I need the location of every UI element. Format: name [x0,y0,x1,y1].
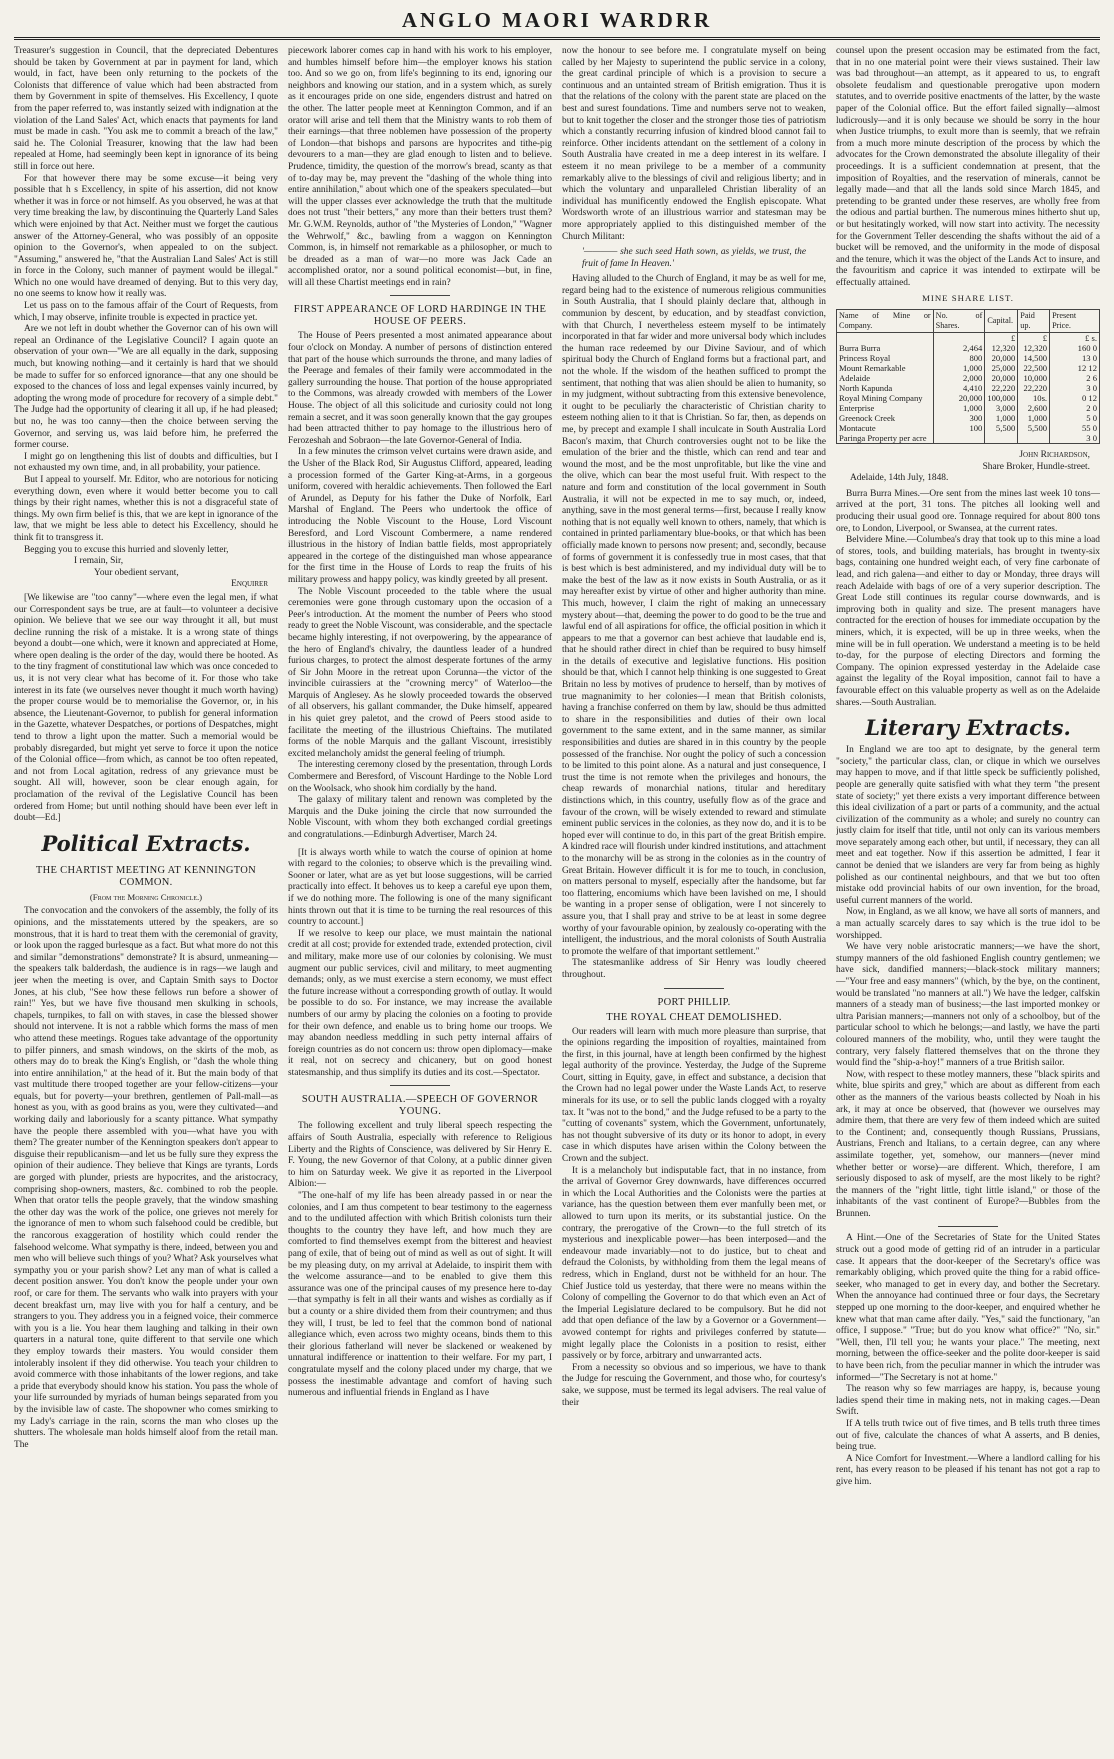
table-cell: 22,220 [1018,383,1050,393]
table-cell: 12,320 [1018,343,1050,353]
table-row [837,403,1100,413]
table-row [837,393,1100,403]
broker-name: John Richardson, [1019,450,1090,461]
paragraph: A Nice Comfort for Investment.—Where a landlord calling for his rent, has every reason to be pleased if his tenant has not got a rap to give him. [836,1453,1100,1487]
paragraph: We have very noble aristocratic manners;—we have the short, stumpy manners of the old fashioned English country gentlemen; we have sick, dandified manners;—black-stock military manners;—"Your free and easy manners" (which, by the bye, on the continent, would be translated "no manners at all.") We have the ledger, calfskin manners of a steady man of business;—the last imported monkey or ultra Parisian manners;—manners not only of a schoolboy, but of the particular school to which he belongs;—and lastly, we have the parti coloured manners of the mobility, who, until they were taught the contrary, very falsely flattered themselves that on the throne they would find the "ship-a-hoy!" manners of a true British sailor. [836,942,1100,1069]
table-cell: 1,000 [933,403,985,413]
article-subheadline: THE ROYAL CHEAT DEMOLISHED. [606,1011,782,1023]
divider [938,1226,998,1227]
article-headline: FIRST APPEARANCE OF LORD HARDINGE IN THE HOUSE OF PEERS. [293,304,547,328]
table-caption: MINE SHARE LIST. [922,293,1014,304]
column-header: Capital. [985,310,1018,333]
table-row [837,433,1100,444]
quotation: '———— she such seed Hath sown, as yields, we trust, the fruit of fame In Heaven.' [582,247,806,269]
paragraph: Now, in England, as we all know, we have all sorts of manners, and a man actually scarcely dares to say which is the true idol to be worshipped. [836,907,1100,941]
table-cell: 2,600 [1018,403,1050,413]
mine-name-cell: Mount Remarkable [837,363,934,373]
table-units-row [837,333,1100,344]
section-title: Literary Extracts. [865,715,1071,741]
paragraph: But I appeal to yourself. Mr. Editor, who are notorious for noticing everything down, even where it would better become you to call things by their right names, whether this is not a disgraceful state of things. My own firm belief is this, that we are kept in ignorance of the law, that we might be less able to detect his Excellency, should he think fit to transgress it. [14,474,278,543]
paragraph: counsel upon the present occasion may be estimated from the fact, that in no one material point were their views sustained. Their law was bad throughout—an attempt, as it appeared to us, to engraft obsolete feudalism and questionable prerogative upon modern statutes, and to override positive enactments of the latter, by the waste paper of the Colonial office. But the effort failed signally—almost ludicrously—and it is only because we should be sorry in the hour when Justice triumphs, to exult more than is seemly, that we refrain from a much more minute description of the process by which the advocates for the Crown demonstrated the absolute illegality of their proceedings. It is a sufficient condemnation at present, that the imposition of Royalties, and the reservation of minerals, cannot be legally made—and that all the lands sold since March 1845, and pretending to be granted under these reserves, are wholly free from the odious and partial burthen. The numerous mines hitherto shut up, or but hesitatingly worked, will now start into activity. The necessity for the Government Teller descending the shafts without the aid of a bucket will be removed, and the uniformity in the mode of disposal and the tenure, which it was the object of the Lands Act to insure, and the favouritism and caprice it was intended to extirpate will be effectually attained. [836,46,1100,288]
section-title: Political Extracts. [41,830,251,856]
table-row [837,413,1100,423]
table-cell: 22,500 [1018,363,1050,373]
table-cell: 13 0 [1050,353,1100,363]
paragraph: If A tells truth twice out of five times, and B tells truth three times out of five, calculate the chances of what A asserts, and B denies, being true. [836,1418,1100,1453]
table-cell: 2 0 [1050,403,1100,413]
broker-address: Share Broker, Hundle-street. [982,461,1090,472]
paragraph: The galaxy of military talent and renown was completed by the Marquis and the Duke joining the circle that now surrounded the Noble Viscount, with whom they both exchanged cordial greetings and congratulations.—Edinburgh Advertiser, March 24. [288,795,552,840]
signature: Enquirer [231,579,268,590]
mine-name-cell: North Kapunda [837,383,934,393]
article-headline: SOUTH AUSTRALIA.—SPEECH OF GOVERNOR YOUNG. [301,1094,539,1118]
paragraph: The following excellent and truly liberal speech respecting the affairs of South Australia, especially with reference to Religious Liberty and the Rights of Conscience, was delivered by Sir Henry E. F. Young, the new Governor of that Colony, at a public dinner given to him on Saturday week. We give it as reported in the Liverpool Albion:— [288,1121,552,1190]
table-cell: 4,410 [933,383,985,393]
table-cell: 2,000 [933,373,985,383]
table-cell: 1,000 [1018,413,1050,423]
mine-name-cell: Burra Burra [837,343,934,353]
table-cell: 25,000 [985,363,1018,373]
paragraph: piecework laborer comes cap in hand with his work to his employer, and humbles himself before him—the employer knows his station too. And so we go on, from life's beginning to its end, ignoring our neighbors and knowing our station, and in a system which, as surely as it encourages pride on one side, engenders distrust and hatred on the other. The latter people meet at Kennington Common, and if an orator will arise and tell them that the Ministry wants to rob them of their earnings—that three noblemen have possession of the property of London—that bishops and parsons are hypocrites and tithe-pig devourers to a man—they are glad enough to listen and to believe. Prudence, timidity, the question of the morrow's bread, scanty as that of to-day may be, may prevent the "dashing of the whole thing into entire annihilation," about which one of the speakers speculated—but will the upper classes ever acknowledge the truth that the multitude does not trust "their betters," any more than their betters trust them? Mr. G.W.M. Reynolds, author of "the Mysteries of London," "Wagner the Wehrwolf," &c., bawling from a waggon on Kennington Common, is, in himself not remarkable as a philosopher, or much to be dreaded as a man of war—no more was Jack Cade an accomplished orator, nor a sound political economist—but, in fine, will all these Chartist meetings end in rain? [288,46,552,288]
table-cell: 3 0 [1050,433,1100,444]
table-cell: 3 0 [1050,383,1100,393]
mine-name-cell: Princess Royal [837,353,934,363]
dateline: Adelaide, 14th July, 1848. [850,473,949,484]
column-header: No. of Shares. [933,310,985,333]
table-cell: 300 [933,413,985,423]
table-cell: 20,000 [985,353,1018,363]
column-1 [14,44,278,1759]
table-cell: 160 0 [1050,343,1100,353]
paragraph: From a necessity so obvious and so imperious, we have to thank the Judge for rescuing the Government, and those who, for courtesy's sake, we suppose, must be termed its legal advisers. The real value of their [562,1362,826,1408]
table-cell: 800 [933,353,985,363]
paragraph: Our readers will learn with much more pleasure than surprise, that the opinions regarding the imposition of royalties, maintained from the first, in this journal, have at length been confirmed by the highest legal authority of the province. Yesterday, the Judge of the Supreme Court, sitting in Equity, gave, in effect and substance, a decision that the Crown had no legal power under the Waste Lands Act, to reserve minerals for its use, or to sell the public lands clogged with a royalty tax. It "was not to the bond," and the Judge refused to be a party to the "cutting of covenants" system, which the Government, unfortunately, has not thought subversive of its duty or its honor to adopt, in every case in which disputes have arisen within the Colony between the Crown and the subject. [562,1026,826,1165]
paragraph: Having alluded to the Church of England, it may be as well for me, regard being had to the existence of numerous religious communities in South Australia, that I should plainly declare that, although in communion by descent, by education, and by steadfast conviction, with that Church, I nevertheless esteem myself to be intimately incorporated in that far wider and more universal body which includes the human race redeemed by our Divine Saviour, and of which spiritual body the Church of England forms but a fractional part, and not the whole. If the wisdom of the heathen sufficed to prompt the sentiment, that nothing that was alien should be alien to humanity, so in my judgment, without subtracting from this extensive benevolence, it ought to be peculiarly the characteristic of Christian charity to esteem nothing alien to it that is Christian. So far, then, as depends on me, by precept and example I shall inculcate in South Australia Lord Bacon's maxim, that Church controversies ought not to be like the emulation of the brier and the thistle, which can rend and tear and wound the most, and be the most unprofitable, but like the vine and the olive, which can bear the most useful fruit. With respect to the nature and form and constitution of the local government in South Australia, it will not be expected in me to say much, or, indeed, anything, save in the most general terms—first, because I really know nothing that is not equally well known to others, namely, that which is contained in printed parliamentary blue-books, or that which has been officially made known to persons now present; and, secondly, because of forms of government it is confessedly true in most cases, that that is best which is best administered, and my individual duty will be to make the best of the law as it now exists in South Australia, or as it may hereafter exist by virtue of other and higher authority than mine. This much, however, I claim the right of making an unnecessary mystery about—that, deeming the power to do good to be the true and lawful end of all aspirations for office, the official position in which it appears to me that a governor can best achieve that laudable end is, that he should rather direct in chief than be required to busy himself in the details of executive and legislative functions. His position should be that, which I cannot help thinking is one suggested to Great Britain no less by motives of prudence to herself, than by motives of true magnanimity to her colonies—I mean that British colonists, having a franchise conferred on them by law, should be thus admitted to share in the responsibilities and duties of their own local government to the same extent, and in the same manner, as similar responsibilities and duties are shared in in this country by the people possessed of the franchise. Nor ought the policy of such a concession to be limited to this point alone. As a natural and just consequence, I trust the time is not remote when the privileges and honours, the cheap rewards of monarchial nations, titular and hereditary distinctions which, in this country, usefully flow as of the grace and favour of the crown, will be wisely extended to reward and stimulate eminent public services in the colonies, as they now do, and it is to be hoped ever will continue to do, in this part of the great British empire. A kindred race will flourish under kindred institutions, and attachment to the monarchy will be as strong in the colonies as in the country of Great Britain. However difficult it is for me to touch, in conclusion, on matters personal to myself, especially after the handsome, but far too flattering, encomiums which have been lavished on me, I should be wanting in a proper sense of obligation, were I not sincerely to assure you, that I shall pray and strive to be at least in some degree worthy of your favourable opinion, by zealously co-operating with the intelligent, the industrious, and the moral colonists of South Australia to promote the welfare of that important settlement." [562,274,826,957]
table-cell: 14,500 [1018,353,1050,363]
table-cell [1018,433,1050,444]
table-row [837,423,1100,433]
unit-cell: £ [1018,333,1050,344]
table-cell: 5,500 [1018,423,1050,433]
unit-cell [933,333,985,344]
paragraph: I might go on lengthening this list of doubts and difficulties, but I not exhausted my own time, and, in all probability, your patience. [14,451,278,474]
paragraph: It is a melancholy but indisputable fact, that in no instance, from the arrival of Governor Grey downwards, have differences occurred in which the Local Authorities and the Colonists were the parties at variance, has the question between them ever manfully been met, or allowed to turn upon its merits, or its substantial justice. On the contrary, the prerogative of the Crown—to the full stretch of its mysterious and inexplicable power—has been interposed—and the endeavour made invariably—not to do justice, but to cheat and defraud the Colonists, by withholding from them the legal means of redress, which in England, durst not be withheld for an hour. The Chief Justice told us yesterday, that there were no means within the Colony of compelling the Governor to do that which even an Act of the Imperial Legislature declared to be compulsory. But he did not add that open defiance of the law by a Governor or a Government—avowed contempt for rights and privileges conferred by statute—might legally place the Colonists in a position to resist, either passively or by force, arbitrary and unwarranted acts. [562,1165,826,1362]
paragraph: Now, with respect to these motley manners, these "black spirits and white, blue spirits and grey," which are about as different from each other as the manners of the various beasts collected by Noah in his ark, it may at once be observed, that (however we ourselves may admire them, that there are very few of them indeed which are suited to the Continent; and, consequently though Russians, Prussians, Austrians, French and Italians, to a certain degree, can any where assimilate together, yet, somehow, our manners—(never mind whether better or worse)—are different. Which, therefore, I am seriously disposed to ask of myself, are the most likely to be right? the manners of the "right little, tight little island," or those of the inhabitants of the vast continent of Europe?—Bubbles from the Brunnen. [836,1069,1100,1219]
paragraph: A Hint.—One of the Secretaries of State for the United States struck out a good mode of getting rid of an intruder in a particular case. It appears that the door-keeper of the Secretary's office was remarkably obliging, which proved quite the thing for a rabid office-seeker, who managed to get in every day, and bother the Secretary. When the annoyance had continued three or four days, the Secretary stepped up one morning to the door-keeper, and enquired whether he knew what that man came after daily. "Yes," said the functionary, "an office, I suppose." "True; but do you know what office?" "No, sir." "Well, then, I'll tell you; he wants your place." The meeting, next morning, between the office-seeker and the polite door-keeper is said to have been rich, from the peculiar manner in which the intruder was informed—"The Secretary is not at home." [836,1233,1100,1383]
paragraph: The convocation and the convokers of the assembly, the folly of its opinions, and the misstatements uttered by the speakers, are so monstrous, that it is hard to treat them with the ceremonial of gravity, or look upon the ragged burlesque as a fact. But what more do not this and similar "demonstrations" demonstrate? It is absurd, unmeaning—the speakers talk balderdash, the audience is in rags—we laugh and jeer when the meeting is over, and Captain Smith says to Doctor Jones, at his club, "See how these fellows run before a shower of rain!" Yes, but we have five thousand men skulking in schools, chapels, turnpikes, to fall on with staves, in case the blessed shower should not intervene. It is not a rabble which forms the mass of men who attend these meetings. Rogues take advantage of the opportunity to pilfer pinners, and smash windows, on the skirts of the mob, as others may do to break the King's English, or "dash the whole thing into entire annihilation," at the head of it. But the main body of that vast multitude there trooped together are your fellow-citizens—your equals, but for poverty—your brethren, gentlemen of Pall-mall—as honest as you, with as good brains as you, were they cultivated—and working daily and laboriously for a scanty pittance. What sympathy have the people there assembled with you—what have you with them? The greater number of the Kennington speakers don't appear to disguise their republicanism—and let us be fully sure they express the opinion of their audience. They believe that Kings are tyrants, Lords are gorged with plunder, priests are hypocrites, and the aristocracy, comprising shop-owners, masters, &c. combined to rob the people. When that orator tells the people gravely, that the window smashing the other day was the work of the police, one grieves not merely for the ignorance of men to whom such falsehood could be credible, but the rancorous exaggeration of hostility which could render the falsehood welcome. What sympathy is there, indeed, between you and men who will believe such things of you? What? Ask yourselves what sympathy you or your parish show? Let any man of what is called a decent position answer. You don't know the people under your own roof, or care for them. The servants who walk into prayers with your decent breakfast urn, may live with you for half a century, and be strangers to you. They address you in a feigned voice, their commerce with you is a lie. You hear them laughing and talking in their own quarters in a natural tone, quite different to that servile one which they employ towards their masters. You would consider them intolerably insolent if they did otherwise. You teach your children to avoid commerce with those inhabitants of the lower regions, and take a pride that everybody should know his station. You pass the whole of your life surrounded by myriads of human beings separated from you by the invisible law of caste. The shopowner who comes smirking to my Lady's carriage in the rain, scorns the man who closes up the shutters. The wholesale man holds himself aloof from the retail man. The [14,906,278,1450]
closing-2: Your obedient servant, [94,567,179,578]
table-cell: 10,000 [1018,373,1050,383]
table-cell [933,433,985,444]
table-row [837,363,1100,373]
paragraph: Are we not left in doubt whether the Governor can of his own will repeal an Ordinance of the Legislative Council? I again quote an observation of your own—"We are all equally in the dark, supposing much, but knowing nothing—and it certainly is hard that we should be made to suffer for so enforced ignorance—that any one should be exposed to the chances of loss and legal expenses vainly incurred, by adopting the wrong mode of procedure for recovery of a simple debt." The Judge had the opportunity of clearing it all up, if he had pleased; but no, he was too canny—then the choice between serving the Governor, and serving us, was laid before him, he preferred the former course. [14,324,278,451]
column-header: Present Price. [1050,310,1100,333]
article-headline: PORT PHILLIP. [657,996,731,1008]
mine-share-table [836,309,1100,444]
closing: I remain, Sir, [74,556,124,567]
paragraph: The Noble Viscount proceeded to the table where the usual ceremonies were gone through customary upon the occasion of a Peer's introduction. At the moment the number of Peers who stood ready to greet the Noble Viscount, was considerable, and the spectacle became highly interesting, if not overpowering, by the appearance of the hero of England's chivalry, the dauntless leader of a hundred furious charges, to protect the almost desperate fortunes of the army of Sir John Moore in the retreat upon Corunna—the victor of the invincible cuirassiers at the "crowning mercy" of Waterloo—the Marquis of Anglesey. As he slowly proceeded towards the observed of all observers, his gallant commander, the Duke himself, appeared in his quiet grey paletot, and the crowd of Peers stood aside to facilitate the meeting of the illustrious Chieftains. The mutilated forms of the noble Marquis and the gallant Viscount, irresistibly excited melancholy amidst the general feeling of triumph. [288,586,552,759]
mine-name-cell: Paringa Property per acre [837,433,934,444]
column-header: Name of Mine or Company. [837,310,934,333]
mine-name-cell: Adelaide [837,373,934,383]
table-cell: 20,000 [933,393,985,403]
table-cell: 2,464 [933,343,985,353]
table-cell: 1,000 [933,363,985,373]
paragraph: Treasurer's suggestion in Council, that the depreciated Debentures should be taken by Government at par in payment for land, which would, in fact, have been only returning to the pockets of the Colonists that difference of value which had been abstracted from them by Government in spite of themselves. His Excellency, I quote from the paper referred to, was instantly seized with indignation at the violation of the Land Sales' Act, which enacts that payments for land must be made in cash. "You ask me to commit a breach of the law," said he. The Colonial Treasurer, knowing that the law had been repealed at Home, had seemingly been kept in ignorance of its being still in force out here. [14,46,278,172]
mine-name-cell: Greenock Creek [837,413,934,423]
table-cell: 20,000 [985,373,1018,383]
table-cell: 5,500 [985,423,1018,433]
table-cell: 12,320 [985,343,1018,353]
paragraph: In a few minutes the crimson velvet curtains were drawn aside, and the Usher of the Black Rod, Sir Augustus Clifford, appeared, leading a procession formed of the Garter King-at-Arms, in a gorgeous uniform, covered with heraldic achievements. Then followed the Earl of Arundel, as Deputy for his father the Duke of Norfolk, Earl Marshal of England. The Peers who undertook the office of introducing the Noble Viscount to the House, Lord Viscount Beresford, and Lord Viscount Combermere, a name rendered illustrious in the history of Indian battle fields, most appropriately appeared in the cortege of the distinguished man whose appearance for the first time in the House of Lords to reap the fruits of his military prowess and happy policy, was kindly greeted by all present. [288,447,552,585]
table-cell: 1,000 [985,413,1018,423]
table-cell: 0 12 [1050,393,1100,403]
unit-cell: £ s. [1050,333,1100,344]
divider [664,988,724,989]
unit-cell [837,333,934,344]
paragraph: If we resolve to keep our place, we must maintain the national credit at all cost; provide for extended trade, extended protection, civil and military, make more use of our colonies by colonising. We must augment our public services, civil and military, to meet augmenting demands; only, as we must exercise a stern economy, we must effect the future increase without a corresponding growth of outlay. It would be possible to do so. For instance, we may increase the available numbers of our army by placing the colonies on a footing to provide for their own defence, and enable us to bring home our troops. We may abandon needless meddling in such petty internal affairs of foreign countries as do not concern us: throw open diplomacy—make it real, not on secrecy and chicanery, but on good honest statesmanship, and thus simplify its duties and its cost.—Spectator. [288,928,552,1078]
paragraph: The reason why so few marriages are happy, is, because young ladies spend their time in making nets, not in making cages.—Dean Swift. [836,1384,1100,1418]
paragraph: The interesting ceremony closed by the presentation, through Lords Combermere and Beresford, of Viscount Hardinge to the Noble Lord on the Woolsack, who shook him cordially by the hand. [288,760,552,794]
paragraph: The statesmanlike address of Sir Henry was loudly cheered throughout. [562,958,826,980]
paragraph: Let us pass on to the famous affair of the Court of Requests, from which, I may observe, infinite trouble is expected in practice yet. [14,301,278,323]
paragraph: Begging you to excuse this hurried and slovenly letter, [24,544,229,555]
column-header: Paid up. [1018,310,1050,333]
table-row [837,383,1100,393]
table-row [837,353,1100,363]
mine-name-cell: Enterprise [837,403,934,413]
paragraph: Burra Burra Mines.—Ore sent from the mines last week 10 tons—arrived at the port, 31 tons. The pitches all looking well and producing their usual good ore. Tonnage required for about 800 tons ore, to London, Liverpool, or Swansea, at the current rates. [836,488,1100,534]
paragraph: In England we are too apt to designate, by the general term "society," the particular class, clan, or clique in which we ourselves may happen to move, and if that little speck be sufficiently polished, people are generally quite satisfied with what they term "the present state of society;" yet there exists a very important difference between this ideal civilization of a part or parts of a community, and the actual civilization of the community as a whole; and surely no country can justly claim for itself that title, until not only can its various members move separately among each other, but until, if necessary, they can all meet and eat together. Now if this assertion be admitted, I fear it cannot be denied that we islanders are very far from being as highly polished as our continental neighbours, and that we but too often mistake odd provincial habits of our own invention, for the broad, useful current manners of the world. [836,745,1100,906]
table-cell: 12 12 [1050,363,1100,373]
table-body [837,333,1100,444]
paragraph: The House of Peers presented a most animated appearance about four o'clock on Monday. A number of persons of distinction entered that part of the house which surrounds the throne, and many ladies of the Peerage and females of their family were accommodated in the gallery surrounding the house. That portion of the house appropriated to the Commons, was already crowded with members of the Lower House. The object of all this solicitude and curiosity could not long remain a secret, and it was soon generally known that the gay groupes had been attracted thither to pay homage to the illustrious hero of Ferozeshah and Sobraon—the late Governor-General of India. [288,331,552,446]
masthead: ANGLO MAORI WARDRR [401,8,713,32]
column-4 [836,44,1100,1759]
table-cell: 100 [933,423,985,433]
paragraph: [It is always worth while to watch the course of opinion at home with regard to the colonies; to observe which is the prevailing wind. Sooner or later, what are as yet but loose suggestions, will be carried practically into effect. It behoves us to keep a careful eye upon them, if we do nothing more. The following is one of the many significant hints thrown out that it is time to be turning the real resources of this country to account.] [288,847,552,928]
table-cell: 100,000 [985,393,1018,403]
divider [390,295,450,296]
column-3 [562,44,826,1759]
table-header-row [837,310,1100,333]
article-source: (From the Morning Chronicle.) [89,891,203,902]
mine-name-cell: Montacute [837,423,934,433]
divider [390,1085,450,1086]
table-cell [985,433,1018,444]
paragraph: now the honour to see before me. I congratulate myself on being called by her Majesty to superintend the public service in a colony, the great cardinal principle of which is a provision to secure a continuous and an untainted stream of British emigration. Thus it is that the relations of the colony with the parent state are placed on the best and surest foundations. Time and numbers serve not to weaken, but to knit together the closer and the stronger those ties of patriotism which a constantly recurring infusion of kindred blood cannot fail to reinforce. Other incidents attendant on the settlement of a colony in South Australia have created in me a deep interest in its welfare. I esteem it no mean privilege to be a member of a community remarkably alive to the blessings of civil and religious liberty; and in which the voluntary and unparalleled Christian liberality of an individual has munificently endowed the English episcopate. What Wordsworth wrote of an illustrious warrior and statesman may be more appropriately applied to this distinguished member of the Church Militant: [562,46,826,242]
table-cell: 2 6 [1050,373,1100,383]
paragraph: For that however there may be some excuse—it being very possible that h s Excellency, in spite of his assertion, did not know whether it was in force or not himself. As you observed, he was at that very time breaking the law, by discontinuing the Quarterly Land Sales which were enjoined by that Act. Neither must we forget the cautious answer of the Attorney-General, who was possibly of an opposite opinion to the Governor's, when appealed to on the subject. "Assuming," answered he, "that the Australian Land Sales' Act is still in force in the Colony, such manner of payment would be illegal." Which no one would have dreamed of denying. But to this very day, no one seems to know how it really was. [14,173,278,300]
table-cell: 55 0 [1050,423,1100,433]
table-cell: 5 0 [1050,413,1100,423]
table-cell: 10s. [1018,393,1050,403]
masthead-rule [14,37,1100,40]
table-cell: 22,220 [985,383,1018,393]
column-2 [288,44,552,1759]
table-row [837,373,1100,383]
paragraph: "The one-half of my life has been already passed in or near the colonies, and I am thus competent to bear testimony to the eagerness and to the undiluted affection with which British colonists turn their thoughts to the country they have left, and how much they are comforted to find themselves exempt from the bitterest and heaviest pang of exile, that of being out of mind as well as out of sight. It will be my pleasing duty, on my arrival at Adelaide, to inspirit them with the welcome assurance—and to be enabled to give them this assurance was one of the principal causes of my presence here to-day—that sympathy is felt in all their wants and wishes as cordially as if but a county or a shire divided them from their countrymen; and thus they will, I trust, be led to feel that the common bond of national allegiance which, even across two mighty oceans, binds them to this their glorious fatherland will never be slackened or weakened by unnatural indifference or inattention to their welfare. For my part, I congratulate myself and the colony placed under my charge, that we possess the inestimable advantage and comfort of having such numerous and influential friends in England as I have [288,1191,552,1399]
mine-name-cell: Royal Mining Company [837,393,934,403]
editor-note: [We likewise are "too canny"—where even the legal men, if what our Correspondent says be true, are at fault—to volunteer a decisive opinion. We believe that we see our way throught it all, but must decline running the risk of a mistake. It is a wrong state of things beyond a doubt—one which, were it known and appreciated at Home, where open dealing is the order of the day, would there be hooted. As to the tiny fragment of constitutional law which was once conceded to us, it is not very clear what has become of it. For those who take interest in its fate (we ourselves never thought it much worth having) the proper course would be to memorialise the Governor, or, in his absence, the Lieutenant-Governor, to publish for general information in the Gazette, whatever Despatches, or portions of Despatches, might tend to throw a light upon the matter. Such a memorial would be probably disregarded, but might yet serve to force it upon the notice of the Colonial office—from which, as cannot be too often repeated, and not from Local agitation, redress of any grievance must be sought. All will, however, soon be clear enough again, for proclamation of the revival of the Legislative Council has been ordered from Home; but until nothing should have been ever left in doubt—Ed.] [14,592,278,824]
article-headline: THE CHARTIST MEETING AT KENNINGTON COMMON. [35,864,257,888]
table-row [837,343,1100,353]
table-cell: 3,000 [985,403,1018,413]
columns [14,44,1100,1759]
unit-cell: £ [985,333,1018,344]
paragraph: Belvidere Mine.—Columbea's dray that took up to this mine a load of stores, tools, and building materials, has brought in twenty-six bags, containing one hundred weight each, of very fine carbonate of lead, and rich galena—and either to day or Monday, three drays will reach Adelaide with bags of ore of a very superior description. The Great Lode still continues its regular course downwards, and is improving both in quality and size. The present managers have contracted for the erection of houses for immediate occupation by the miners, which, it is expected, will be up in three weeks, when the mine will be in full operation. We understand a meeting is to be held to-day, for the purpose of electing Directors and forming the Company. The opinion expressed yesterday in the Adelaide case against the legality of the Royal imposition, cannot fail to have a favourable effect on this valuable property as well as on the Adelaide shares.—South Australian. [836,535,1100,708]
